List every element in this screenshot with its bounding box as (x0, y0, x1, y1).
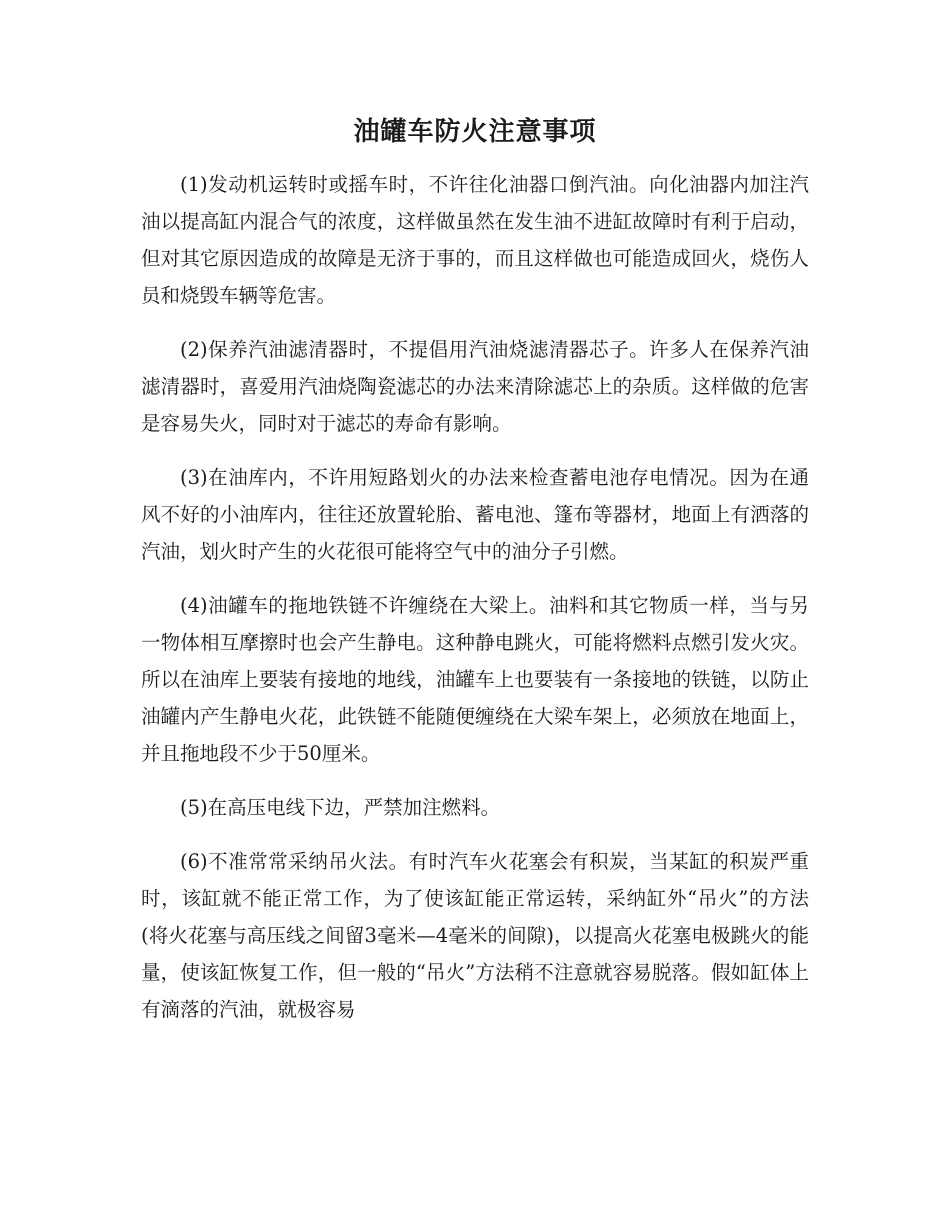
paragraph-5: (5)在高压电线下边，严禁加注燃料。 (180, 796, 501, 819)
paragraph-4: (4)油罐车的拖地铁链不许缠绕在大梁上。油料和其它物质一样，当与另一物体相互摩擦时也会产生静电。这种静电跳火，可能将燃料点燃引发火灾。所以在油库上要装有接地的地线，油罐车上也要装有一条接地的铁链，以防止油罐内产生静电火花，此铁链不能随便缠绕在大梁车架上，必须放在地面上，并且拖地段不少于50厘米。 (141, 594, 809, 765)
paragraph-3: (3)在油库内，不许用短路划火的办法来检查蓄电池存电情况。因为在通风不好的小油库内，往往还放置轮胎、蓄电池、篷布等器材，地面上有洒落的汽油，划火时产生的火花很可能将空气中的油分子引燃。 (141, 466, 809, 563)
paragraph-2: (2)保养汽油滤清器时，不提倡用汽油烧滤清器芯子。许多人在保养汽油滤清器时，喜爱用汽油烧陶瓷滤芯的办法来清除滤芯上的杂质。这样做的危害是容易失火，同时对于滤芯的寿命有影响。 (141, 338, 809, 435)
paragraph-6: (6)不准常常采纳吊火法。有时汽车火花塞会有积炭，当某缸的积炭严重时，该缸就不能正常工作，为了使该缸能正常运转，采纳缸外“吊火”的方法(将火花塞与高压线之间留3毫米—4毫米的间隙)，以提高火花塞电极跳火的能量，使该缸恢复工作，但一般的“吊火”方法稍不注意就容易脱落。假如缸体上有滴落的汽油，就极容易 (141, 850, 809, 1021)
document-body (141, 166, 809, 1045)
paragraph-1: (1)发动机运转时或摇车时，不许往化油器口倒汽油。向化油器内加注汽油以提高缸内混合气的浓度，这样做虽然在发生油不进缸故障时有利于启动，但对其它原因造成的故障是无济于事的，而且这样做也可能造成回火，烧伤人员和烧毁车辆等危害。 (141, 173, 809, 307)
document-title: 油罐车防火注意事项 (353, 117, 597, 147)
